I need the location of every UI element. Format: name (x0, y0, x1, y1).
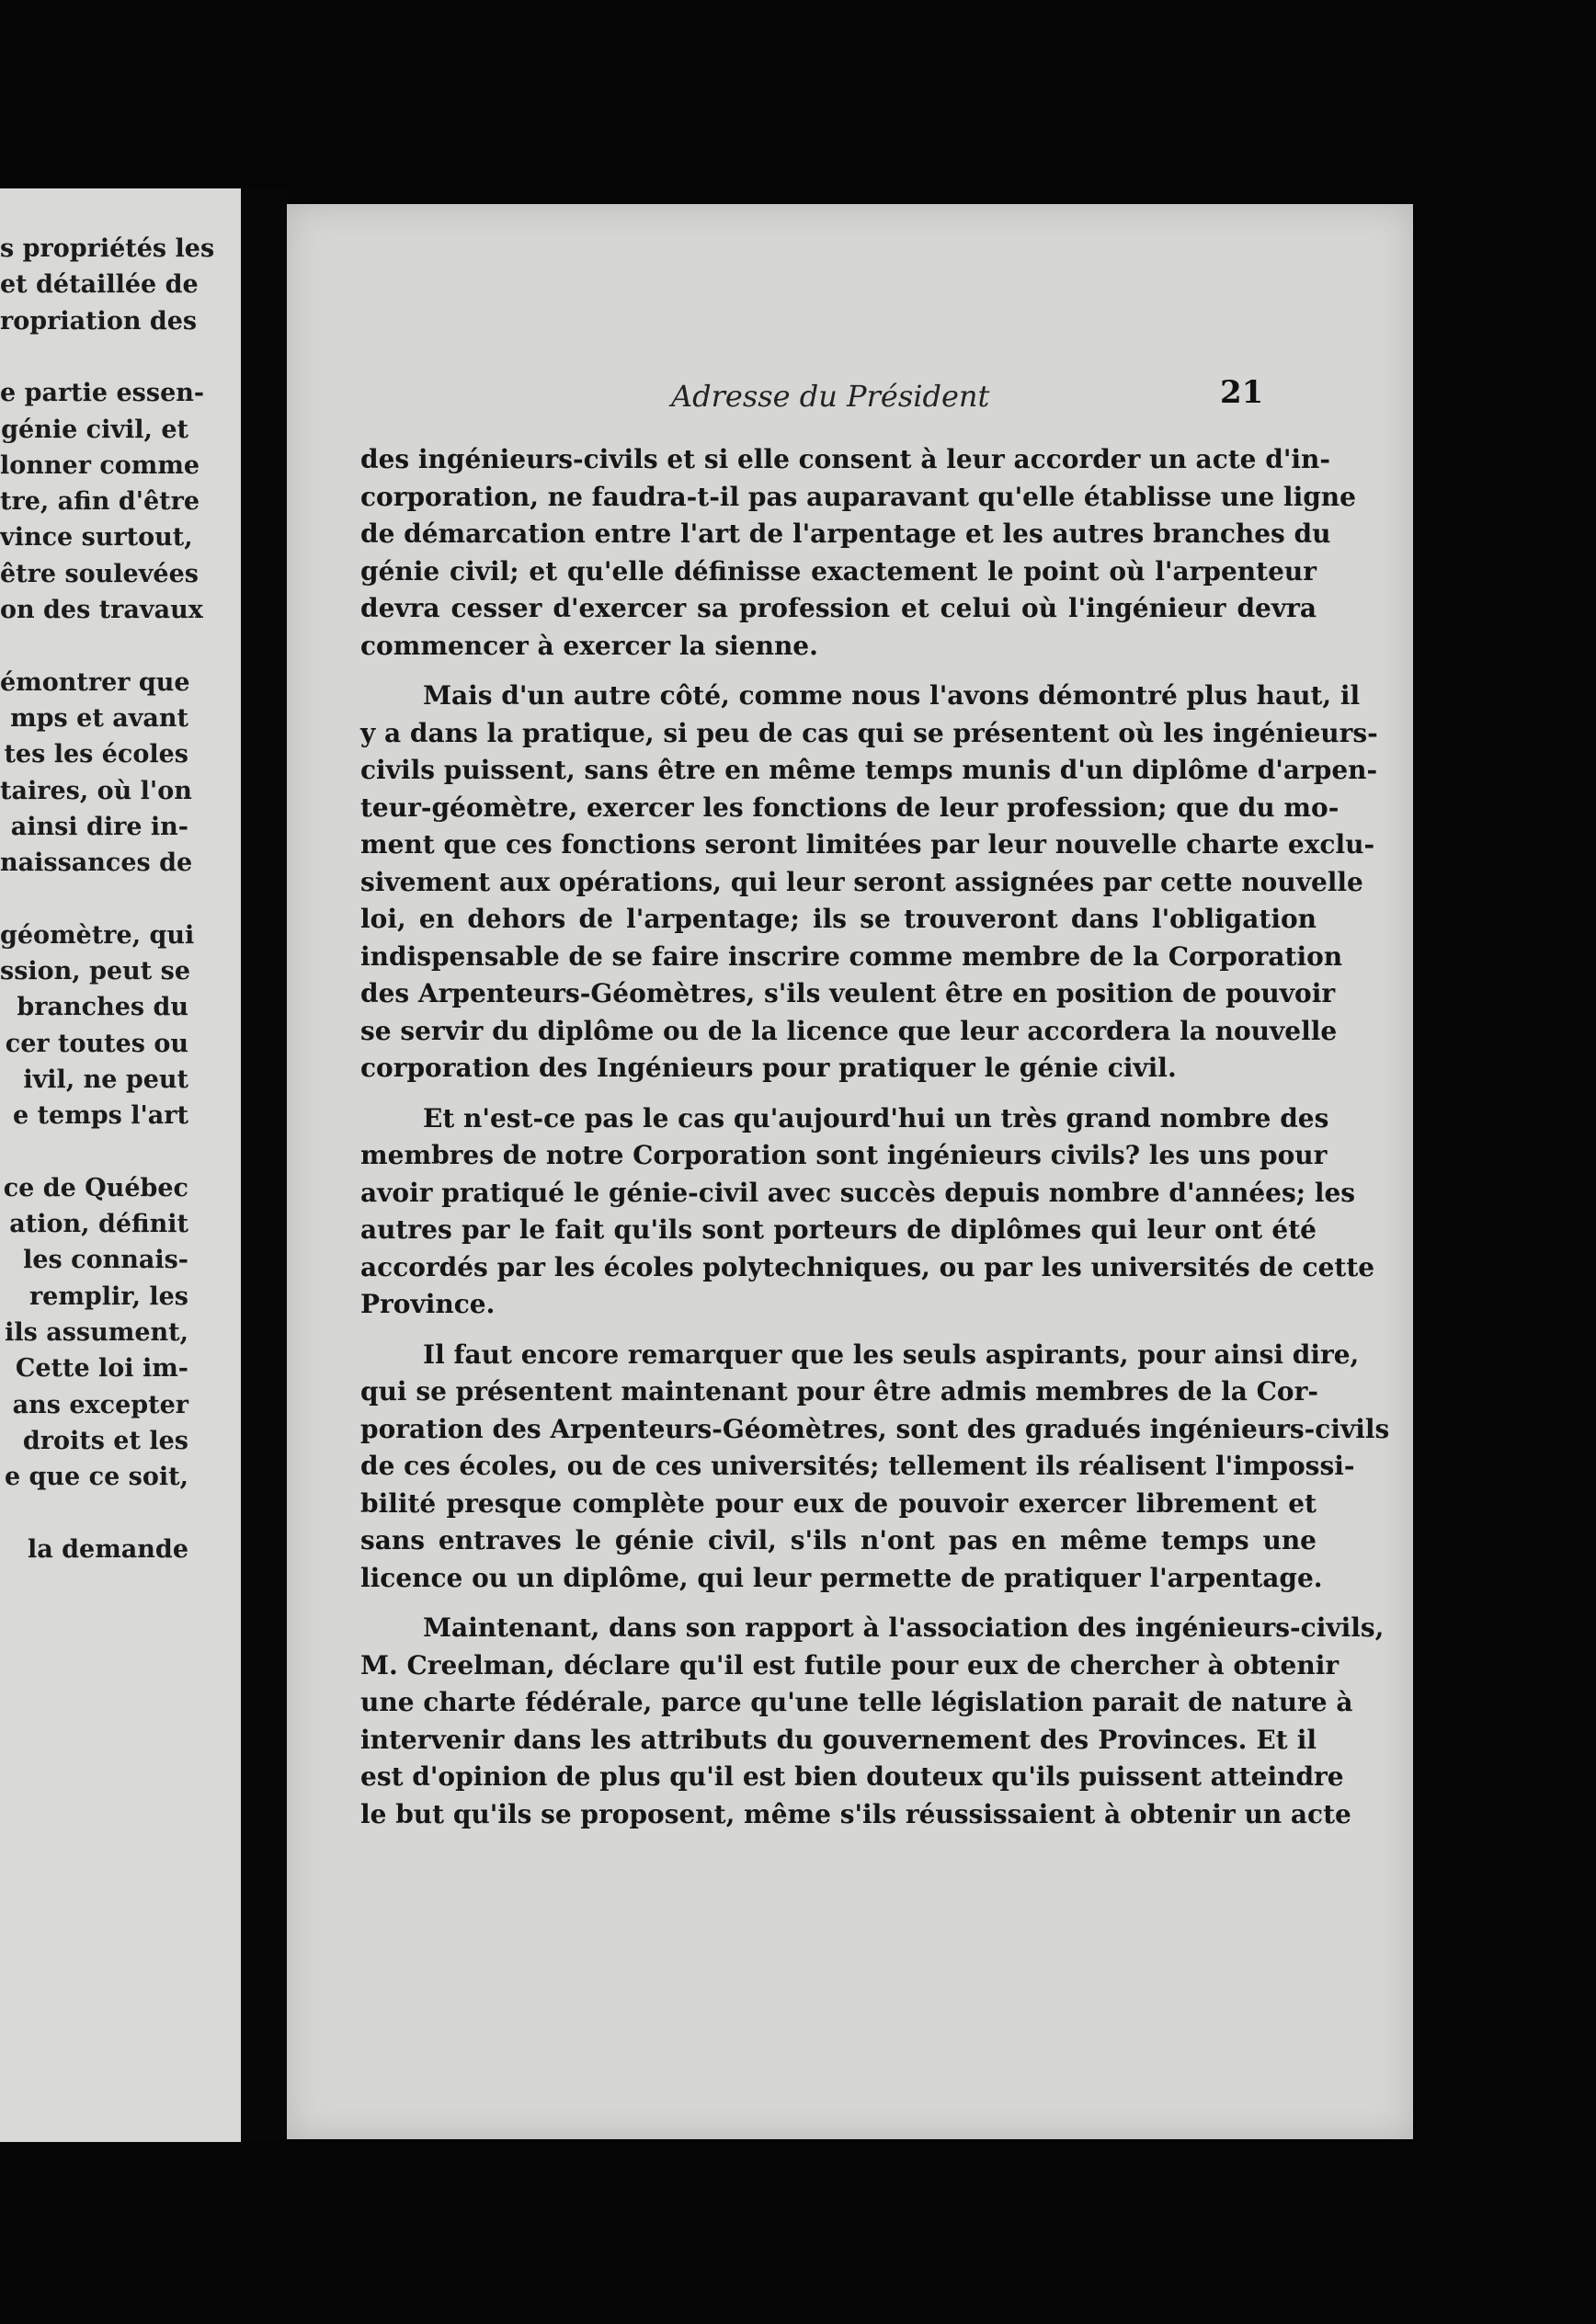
text-line: ment que ces fonctions seront limitées par leur nouvelle charte exclu- (360, 829, 1375, 860)
left-page-line: e temps l'art (13, 1101, 188, 1131)
text-line: des ingénieurs-civils et si elle consent à leur accorder un acte d'in- (360, 444, 1331, 474)
left-page-line: ans excepter (12, 1390, 188, 1419)
left-page-line: génie civil, et (1, 415, 188, 444)
text-line: intervenir dans les attributs du gouvernement des Provinces. Et il (360, 1724, 1317, 1755)
left-page-line: remplir, les (28, 1282, 188, 1311)
text-line: des Arpenteurs-Géomètres, s'ils veulent être en position de pouvoir (360, 978, 1336, 1008)
text-line: de démarcation entre l'art de l'arpentage et les autres branches du (360, 518, 1331, 549)
text-line: Mais d'un autre côté, comme nous l'avons démontré plus haut, il (423, 680, 1361, 711)
text-line: qui se présentent maintenant pour être admis membres de la Cor- (360, 1376, 1318, 1407)
text-line: Et n'est-ce pas le cas qu'aujourd'hui un très grand nombre des (423, 1102, 1329, 1134)
left-page-line: être soulevées (0, 559, 199, 588)
left-page-line: tre, afin d'être (0, 487, 200, 517)
left-page-line: tes les écoles (4, 740, 188, 769)
text-line: avoir pratiqué le génie-civil avec succès depuis nombre d'années; les (360, 1177, 1356, 1208)
left-page-line: lonner comme (0, 450, 200, 480)
left-page-line: cer toutes ou (5, 1029, 188, 1058)
text-line: Province. (360, 1289, 496, 1319)
text-line: est d'opinion de plus qu'il est bien douteux qu'ils puissent atteindre (360, 1761, 1344, 1792)
text-line: y a dans la pratique, si peu de cas qui se présentent où les ingénieurs- (360, 717, 1378, 748)
left-page (0, 188, 241, 2142)
paragraph (360, 678, 1378, 1088)
running-head: Adresse du Président (671, 379, 990, 414)
left-page-line: e partie essen- (0, 379, 205, 408)
left-page-line: ainsi dire in- (10, 812, 188, 841)
text-line: membres de notre Corporation sont ingénieurs civils? les uns pour (360, 1140, 1328, 1170)
text-line: Il faut encore remarquer que les seuls aspirants, pour ainsi dire, (423, 1339, 1360, 1370)
left-page-line: branches du (17, 993, 188, 1022)
left-page-line: on des travaux (0, 596, 203, 624)
text-line: commencer à exercer la sienne. (360, 630, 818, 661)
left-page-line: ssion, peut se (0, 957, 191, 985)
paragraph (360, 1610, 1385, 1833)
left-page-line: ils assument, (5, 1318, 188, 1347)
text-line: sans entraves le génie civil, s'ils n'ont pas en même temps une (360, 1525, 1317, 1555)
text-line: devra cesser d'exercer sa profession et celui où l'ingénieur devra (360, 593, 1317, 623)
text-line: autres par le fait qu'ils sont porteurs de diplômes qui leur ont été (360, 1214, 1317, 1245)
text-line: corporation des Ingénieurs pour pratiquer le génie civil. (360, 1053, 1177, 1083)
right-page (287, 204, 1413, 2139)
left-page-line: géomètre, qui (0, 920, 195, 950)
text-line: accordés par les écoles polytechniques, ou par les universités de cette (360, 1251, 1375, 1282)
text-line: corporation, ne faudra-t-il pas auparavant qu'elle établisse une ligne (360, 481, 1356, 512)
text-line: Maintenant, dans son rapport à l'association des ingénieurs-civils, (423, 1612, 1385, 1643)
left-page-line: ation, définit (9, 1210, 188, 1239)
left-page-line: naissances de (0, 849, 193, 878)
left-page-line: ivil, ne peut (23, 1065, 188, 1094)
left-page-line: e que ce soit, (4, 1463, 188, 1492)
left-page-line: droits et les (22, 1426, 188, 1455)
text-line: de ces écoles, ou de ces universités; tellement ils réalisent l'impossi- (360, 1451, 1355, 1481)
text-line: une charte fédérale, parce qu'une telle législation parait de nature à (360, 1687, 1353, 1717)
left-page-line: ce de Québec (3, 1173, 188, 1202)
left-page-line: taires, où l'on (0, 776, 192, 805)
text-line: teur-géomètre, exercer les fonctions de leur profession; que du mo- (360, 792, 1340, 823)
left-page-line: les connais- (23, 1246, 188, 1275)
left-page-line: vince surtout, (0, 523, 193, 553)
left-page-line: et détaillée de (0, 270, 199, 300)
text-line: se servir du diplôme ou de la licence que leur accordera la nouvelle (360, 1015, 1338, 1046)
left-page-line: la demande (28, 1534, 188, 1564)
text-line: génie civil; et qu'elle définisse exactement le point où l'arpenteur (360, 555, 1317, 587)
left-page-line: Cette loi im- (15, 1354, 188, 1384)
left-page-line: s propriétés les (0, 234, 215, 263)
text-line: bilité presque complète pour eux de pouvoir exercer librement et (360, 1487, 1317, 1519)
paragraph (360, 441, 1356, 665)
page-gutter (241, 188, 287, 2142)
body-text (360, 441, 1390, 1846)
left-page-line: ropriation des (0, 306, 198, 336)
left-page-line: mps et avant (10, 703, 188, 733)
text-line: M. Creelman, déclare qu'il est futile pour eux de chercher à obtenir (360, 1649, 1340, 1680)
text-line: indispensable de se faire inscrire comme membre de la Corporation (360, 940, 1343, 972)
paragraph (360, 1100, 1375, 1324)
text-line: le but qu'ils se proposent, même s'ils réussissaient à obtenir un acte (360, 1798, 1351, 1829)
page-number: 21 (1220, 374, 1264, 411)
left-page-line: émontrer que (0, 667, 190, 697)
text-line: civils puissent, sans être en même temps munis d'un diplôme d'arpen- (360, 755, 1378, 785)
text-line: loi, en dehors de l'arpentage; ils se trouveront dans l'obligation (360, 904, 1317, 934)
text-line: sivement aux opérations, qui leur seront assignées par cette nouvelle (360, 866, 1363, 897)
paragraph (360, 1337, 1390, 1598)
text-line: licence ou un diplôme, qui leur permette de pratiquer l'arpentage. (360, 1562, 1323, 1593)
text-line: poration des Arpenteurs-Géomètres, sont des gradués ingénieurs-civils (360, 1413, 1390, 1444)
